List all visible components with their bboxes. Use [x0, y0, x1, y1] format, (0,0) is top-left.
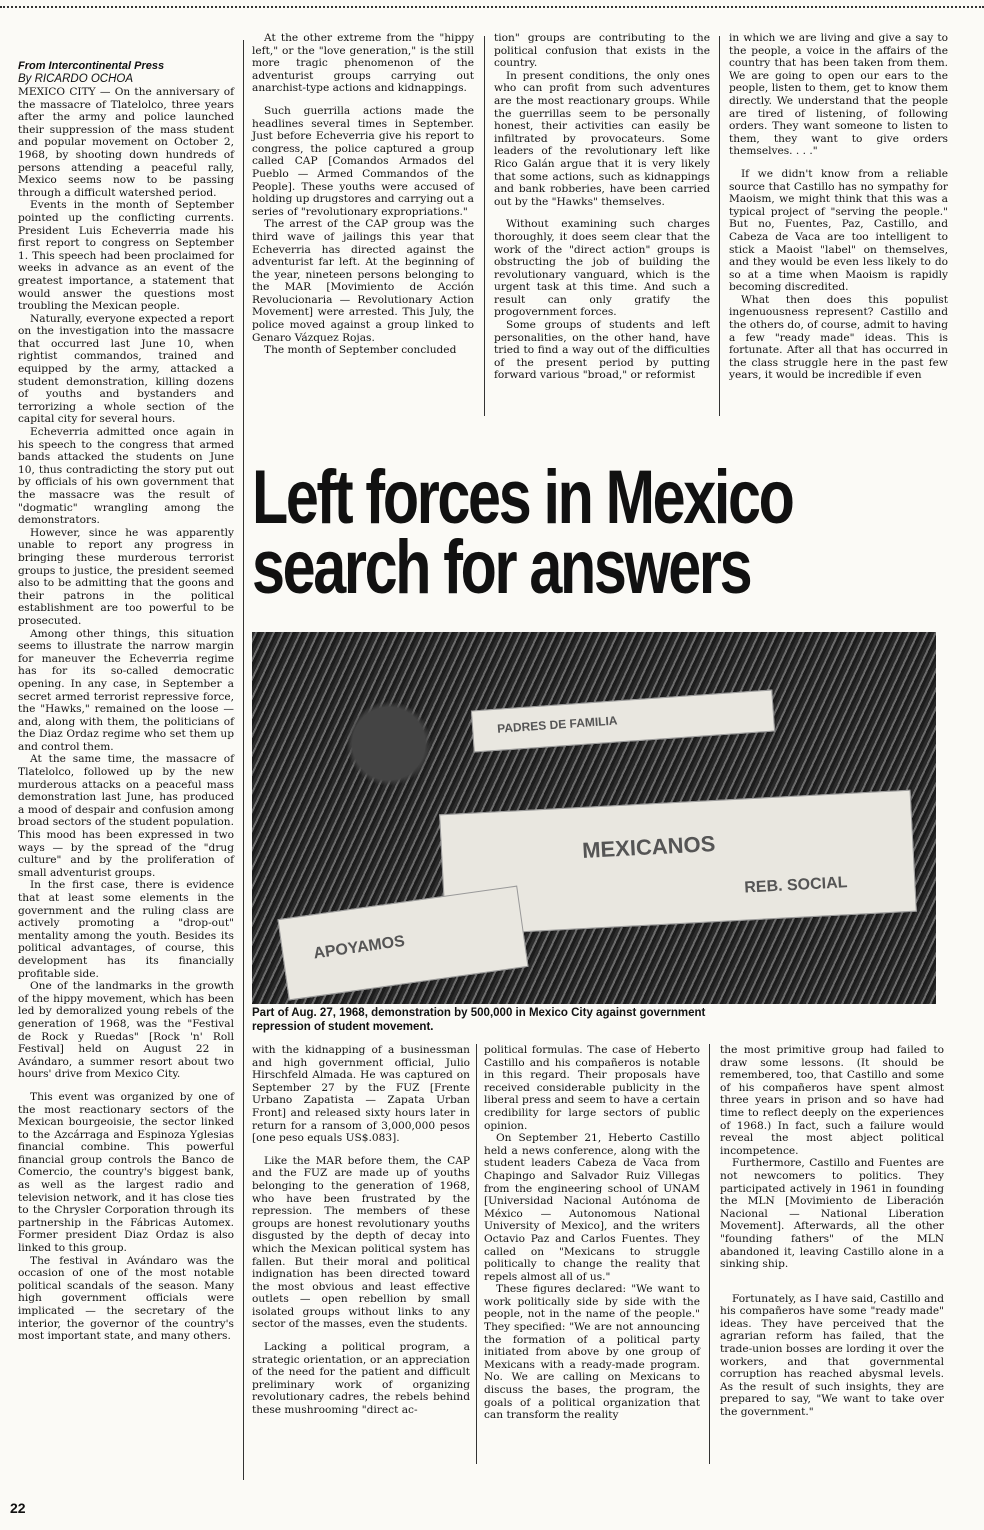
column-divider: [476, 1044, 477, 1464]
column-6: [484, 1044, 700, 1422]
paragraph: Events in the month of September pointed up the conflicting currents. President Luis Echeverria made his first report to congress on September 1. This speech had been proclaimed for weeks in advance as an event of the greatest importance, a statement that would answer the questions most troubling the Mexican people.: [18, 199, 234, 313]
paragraph: tion" groups are contributing to the political confusion that exists in the country.: [494, 32, 710, 70]
paragraph: However, since he was apparently unable to report any progress in bringing these murderous terrorist groups to justice, the president seemed also to be admitting that the goons and their patrons in the political establishment are too powerful to be prosecuted.: [18, 526, 234, 627]
banner-text: MEXICANOS: [581, 831, 716, 863]
paragraph: Echeverria admitted once again in his speech to the congress that armed bands attacked the students on June 10, thus contradicting the story put out by officials of his own government that the massacre was the result of "dogmatic" wrangling among the demonstrators.: [18, 426, 234, 527]
paragraph: These figures declared: "We want to work politically side by side with the people, not in the name of the people." They specified: "We are not announcing the formation of a political party initiated from above by one group of Mexicans with a ready-made program. No. We are calling on Mexicans to discuss the bases, the program, the goals of a political organization that can transform the reality: [484, 1283, 700, 1422]
column-7: [720, 1044, 944, 1419]
headline: [252, 455, 798, 610]
paragraph: If we didn't know from a reliable source that Castillo has no sympathy for Maoism, we might think that this was a typical project of "serving the people." But no, Fuentes, Paz, Castillo, and Cabeza de Vaca are too intelligent to stick a Maoist "label" on themselves, and they would be even less likely to do so at a time when Maoism is rapidly becoming discredited.: [729, 167, 948, 294]
photo-caption: Part of Aug. 27, 1968, demonstration by 500,000 in Mexico City against government repression of student movement.: [252, 1007, 706, 1033]
paragraph: Naturally, everyone expected a report on the investigation into the massacre that occurred last June 10, when rightist commandos, trained and equipped by the army, attacked a student demonstration, killing dozens of youths and bystanders and terrorizing a whole section of the capital city for several hours.: [18, 312, 234, 426]
column-divider: [243, 40, 244, 1480]
paragraph: Fortunately, as I have said, Castillo and his compañeros have some "ready made" ideas. They have perceived that the agrarian reform has failed, that the trade-union bosses are lording it over the workers, and that governmental corruption has reached abysmal levels. As the result of such insights, they are prepared to say, "We want to take over the government.": [720, 1292, 944, 1419]
paragraph: MEXICO CITY — On the anniversary of the massacre of Tlatelolco, three years after the army and police launched their suppression of the mass student and popular movement on October 2, 1968, by shooting down hundreds of persons attending a peaceful rally, Mexico seems now to be passing through a difficult watershed period.: [18, 86, 234, 199]
source-credit: From Intercontinental Press: [18, 60, 165, 72]
column-divider: [709, 1044, 710, 1464]
paragraph: the most primitive group had failed to draw some lessons. (It should be remembered, too, that Castillo and some of his compañeros have spent almost three years in prison and so have had time to reflect deeply on the experiences of 1968.) In fact, such a failure would reveal the most abject political incompetence.: [720, 1044, 944, 1157]
column-divider: [484, 36, 485, 416]
paragraph: in which we are living and give a say to the people, a voice in the affairs of the country that has been taken from them. We are going to open our ears to the people, listen to them, get to know them directly. We understand that the people are tired of listening, of following orders. They want someone to listen to them, they want to give orders themselves. . . .": [729, 32, 948, 158]
paragraph: What then does this populist ingenuousness represent? Castillo and the others do, of course, admit to having a few "ready made" ideas. This is fortunate. After all that has occurred in the class struggle here in the past few years, it would be incredible if even: [729, 293, 948, 382]
paragraph: The festival in Avándaro was the occasion of one of the most notable political scandals of the season. Many high government officials were implicated — the secretary of the interior, the governor of the country's most important state, and many others.: [18, 1254, 234, 1343]
paragraph: This event was organized by one of the most reactionary sectors of the Mexican bourgeoisie, the sector linked to the Azcárraga and Espinoza Yglesias financial combine. This powerful financial group controls the Banco de Comercio, the country's biggest bank, as well as the largest radio and television network, and it has close ties to the Chrysler Corporation through its partnership in the Fábricas Automex. Former president Diaz Ordaz is also linked to this group.: [18, 1090, 234, 1255]
paragraph: One of the landmarks in the growth of the hippy movement, which has been led by demoralized young rebels of the generation of 1968, was the "Festival de Rock y Ruedas" [Rock 'n' Roll Festival] held on August 22 in Avándaro, a summer resort about two hours' drive from Mexico City.: [18, 980, 234, 1081]
paragraph: Among other things, this situation seems to illustrate the narrow margin for maneuver the Echeverria regime has for its so-called democratic opening. In any case, in September a secret armed terrorist repressive force, the "Hawks," remained on the loose — and, along with them, the politicians of the Diaz Ordaz regime who set them up and control them.: [18, 627, 234, 753]
paragraph: At the other extreme from the "hippy left," or the "love generation," is the still more tragic phenomenon of the adventurist groups carrying out anarchist-type actions and kidnappings.: [252, 32, 474, 95]
paragraph: Lacking a political program, a strategic orientation, or an appreciation of the need for the patient and difficult preliminary work of organizing revolutionary cadres, the rebels behind these mushrooming "direct ac-: [252, 1341, 470, 1417]
column-3: [494, 32, 710, 382]
photo-banner: [471, 690, 775, 753]
column-divider: [719, 36, 720, 416]
column-1: [18, 56, 234, 1343]
headline-line-2: search for answers: [252, 525, 751, 610]
column-5: [252, 1044, 470, 1417]
paragraph: At the same time, the massacre of Tlatelolco, followed up by the new murderous attacks on a peaceful mass demonstration last June, has produced a mood of despair and confusion among broad sectors of the student population. This mood has been expressed in two ways — by the spread of the "drug culture" and by the proliferation of small adventurist groups.: [18, 753, 234, 879]
banner-text: APOYAMOS: [312, 932, 406, 963]
paragraph: In present conditions, the only ones who can profit from such adventures are the most reactionary groups. While the guerrillas seem to be personally honest, their activities can easily be infiltrated by provocateurs. Some leaders of the revolutionary left like Rico Galán argue that it is very likely that some actions, such as kidnappings and bank robberies, have been carried out by the "Hawks" themselves.: [494, 69, 710, 208]
paragraph: political formulas. The case of Heberto Castillo and his compañeros is notable in this regard. Their proposals have received considerable publicity in the liberal press and seem to have a certain credibility for large sectors of public opinion.: [484, 1044, 700, 1132]
column-4: [729, 32, 948, 382]
banner-text: PADRES DE FAMILIA: [496, 713, 618, 736]
column-2: [252, 32, 474, 357]
paragraph: The month of September concluded: [264, 344, 457, 357]
paragraph: with the kidnapping of a businessman and high government official, Julio Hirschfeld Almada. He was captured on September 27 by the FUZ [Frente Urbano Zapatista — Zapata Urban Front] and released sixty hours later in return for a ransom of 3,000,000 pesos [one peso equals US$.083].: [252, 1044, 470, 1145]
byline: By RICARDO OCHOA: [18, 73, 134, 85]
paragraph: The arrest of the CAP group was the third wave of jailings this year that Echeverria has directed against the adventurist far left. At the beginning of the year, nineteen persons belonging to the MAR [Movimiento de Acción Revolucionaria — Revolutionary Action Movement] were arrested. This July, the police moved against a group linked to Genaro Vázquez Rojas.: [252, 218, 474, 344]
top-rule: [0, 0, 984, 8]
photo-banner: [277, 886, 528, 1001]
page-number: 22: [10, 1500, 26, 1516]
paragraph: On September 21, Heberto Castillo held a news conference, along with the student leaders Cabeza de Vaca from Chapingo and Salvador Ruiz Villegas from the engineering school of UNAM [Universidad Nacional Autónoma de México — Autonomous National University of Mexico], and the writers Octavio Paz and Carlos Fuentes. They called on "Mexicans to struggle politically to change the reality that repels almost all of us.": [484, 1132, 700, 1283]
demonstration-photo: [252, 632, 936, 1004]
paragraph: Without examining such charges thoroughly, it does seem clear that the work of the "direct action" groups is obstructing the job of building the revolutionary vanguard, which is the urgent task at this time. And such a result can only gratify the progovernment forces.: [494, 218, 710, 319]
paragraph: Some groups of students and left personalities, on the other hand, have tried to find a way out of the difficulties of the present period by putting forward various "broad," or reformist: [494, 319, 710, 382]
paragraph: Such guerrilla actions made the headlines several times in September. Just before Echeverria give his report to congress, the police captured a group called CAP [Comandos Armados del Pueblo — Armed Commandos of the People]. These youths were accused of holding up drugstores and carrying out a series of "revolutionary expropriations.": [252, 104, 474, 218]
headline-line-1: Left forces in Mexico: [252, 455, 793, 540]
paragraph: Like the MAR before them, the CAP and the FUZ are made up of youths belonging to the generation of 1968, who have been frustrated by the repression. The members of these groups are honest revolutionary youths disgusted by the depth of decay into which the Mexican political system has fallen. But their moral and political indignation has been directed toward the most obvious and least effective outlets — open rebellion by small isolated groups without links to any sector of the masses, even the students.: [252, 1154, 470, 1331]
paragraph: Furthermore, Castillo and Fuentes are not newcomers to politics. They participated actively in 1961 in founding the MLN [Movimiento de Liberación Nacional — National Liberation Movement]. Afterwards, all the other "founding fathers" of the MLN abandoned it, leaving Castillo alone in a sinking ship.: [720, 1157, 944, 1271]
paragraph: In the first case, there is evidence that at least some elements in the government and the ruling class are actively promoting a "drop-out" mentality among the youth. Besides its political advantages, of course, this development has its financially profitable side.: [18, 879, 234, 980]
banner-text: REB. SOCIAL: [743, 874, 848, 897]
